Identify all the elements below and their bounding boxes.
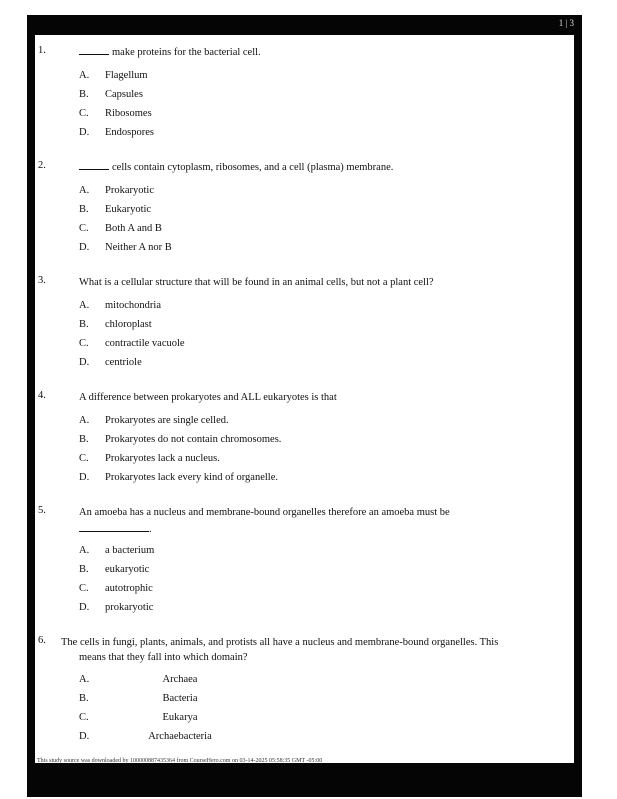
option-b: B. Bacteria (79, 693, 198, 704)
option-d: D. Prokaryotes lack every kind of organelle. (79, 472, 278, 483)
option-c: C. Eukarya (79, 712, 198, 723)
question-number: 5. (38, 505, 46, 516)
question-text: What is a cellular structure that will be found in an animal cells, but not a plant cell? (79, 277, 434, 288)
option-d: D. Endospores (79, 127, 154, 138)
answer-blank (79, 522, 149, 532)
option-b: B. Eukaryotic (79, 204, 152, 215)
option-b: B. eukaryotic (79, 564, 150, 575)
option-c: C. Ribosomes (79, 108, 152, 119)
option-c: C. contractile vacuole (79, 338, 185, 349)
option-a: A. Archaea (79, 674, 198, 685)
question-text: A difference between prokaryotes and ALL eukaryotes is that (79, 392, 337, 403)
question-number: 1. (38, 45, 46, 56)
option-c: C. Prokaryotes lack a nucleus. (79, 453, 220, 464)
question-number: 6. (38, 635, 46, 646)
option-d: D. Neither A nor B (79, 242, 172, 253)
question-text: The cells in fungi, plants, animals, and protists all have a nucleus and membrane-bound organelles. This means that they fall into which domain? (61, 637, 499, 663)
question-text: cells contain cytoplasm, ribosomes, and a cell (plasma) membrane. (79, 160, 559, 175)
scan-border-left (27, 15, 35, 765)
option-a: A. Prokaryotic (79, 185, 154, 196)
page-number: 1 | 3 (558, 18, 574, 28)
option-d: D. Archaebacteria (79, 731, 212, 742)
question-number: 3. (38, 275, 46, 286)
question-text: An amoeba has a nucleus and membrane-bound organelles therefore an amoeba must be . (79, 507, 450, 535)
option-d: D. prokaryotic (79, 602, 154, 613)
option-c: C. Both A and B (79, 223, 162, 234)
option-b: B. Prokaryotes do not contain chromosomes. (79, 434, 282, 445)
question-number: 4. (38, 390, 46, 401)
scan-border-bottom (27, 763, 582, 797)
option-c: C. autotrophic (79, 583, 153, 594)
answer-blank (79, 45, 109, 55)
scan-border-top (27, 15, 582, 35)
option-b: B. chloroplast (79, 319, 152, 330)
quiz-page (35, 35, 574, 757)
option-a: A. Flagellum (79, 70, 148, 81)
option-d: D. centriole (79, 357, 142, 368)
option-a: A. mitochondria (79, 300, 161, 311)
scan-border-right (574, 15, 582, 765)
option-a: A. a bacterium (79, 545, 155, 556)
option-b: B. Capsules (79, 89, 143, 100)
option-a: A. Prokaryotes are single celled. (79, 415, 229, 426)
question-text: make proteins for the bacterial cell. (79, 45, 559, 60)
answer-blank (79, 160, 109, 170)
question-number: 2. (38, 160, 46, 171)
download-footer-note: This study source was downloaded by 100000887435364 from CourseHero.com on 03-14-2025 05:58:35 GMT -05:00 (37, 758, 323, 764)
